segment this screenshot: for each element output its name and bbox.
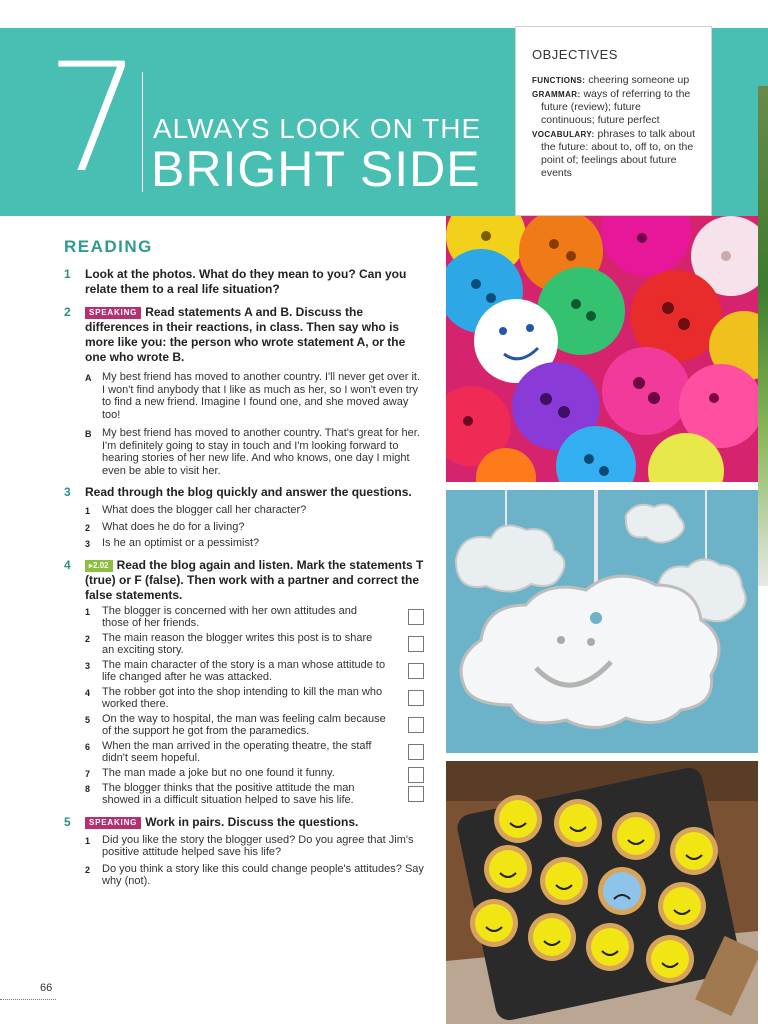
list-item [85, 863, 426, 888]
unit-number: 7 [46, 32, 142, 206]
tf-statement [85, 782, 426, 807]
answer-checkbox[interactable] [408, 786, 424, 802]
page-number: 66 [40, 982, 53, 994]
statement-text: The man made a joke but no one found it funny. [102, 766, 335, 779]
item-number: 2 [85, 633, 91, 644]
question-text: Did you like the story the blogger used? Do you agree that Jim's positive attitude helped save his life? [102, 833, 414, 858]
photo-smiling-cloud [446, 490, 758, 753]
audio-track-badge[interactable]: ▸2.02 [85, 560, 113, 572]
objective-item [532, 74, 697, 87]
answer-checkbox[interactable] [408, 690, 424, 706]
item-number: 2 [85, 522, 91, 533]
photo-smiley-cookies [446, 761, 758, 1024]
statement-label: B [85, 429, 92, 439]
item-number: 6 [85, 741, 91, 752]
tf-statement [85, 767, 426, 780]
buttons-illustration [446, 216, 758, 482]
item-number: 5 [85, 714, 91, 725]
tf-statement [85, 686, 426, 711]
objective-text: phrases to talk about the future: about to, off to, on the point of; feelings about future events [541, 128, 696, 179]
exercise-3 [64, 485, 426, 550]
cloud-hole [590, 612, 602, 624]
objective-item [532, 88, 697, 127]
audio-track-number: 2.02 [93, 560, 109, 570]
unit-title-line2: BRIGHT SIDE [151, 141, 481, 197]
statement-b [85, 427, 426, 477]
list-item [85, 834, 426, 859]
edge-photo-grass [758, 86, 768, 586]
cookies-illustration [446, 761, 758, 1024]
item-number: 8 [85, 783, 91, 794]
footer-rule [0, 999, 56, 1000]
exercise-5 [64, 815, 426, 888]
item-number: 2 [85, 864, 91, 875]
list-item [85, 504, 426, 517]
unit-title-line1: ALWAYS LOOK ON THE [153, 113, 482, 144]
list-item [85, 537, 426, 550]
objective-label: GRAMMAR: [532, 90, 581, 99]
question-text: What does he do for a living? [102, 520, 245, 533]
statement-a [85, 371, 426, 421]
cloud-illustration [446, 490, 758, 753]
objective-text: ways of referring to the future (review); future continuous; future perfect [541, 88, 691, 126]
question-text: What does the blogger call her character? [102, 504, 307, 516]
answer-checkbox[interactable] [408, 609, 424, 625]
objectives-heading: OBJECTIVES [532, 47, 618, 62]
question-text: Is he an optimist or a pessimist? [102, 537, 260, 549]
statement-label: A [85, 373, 92, 383]
speaking-badge: SPEAKING [85, 307, 141, 319]
exercise-1 [64, 267, 426, 297]
answer-checkbox[interactable] [408, 744, 424, 760]
item-number: 3 [85, 660, 91, 671]
exercise-number: 1 [64, 267, 71, 281]
exercise-instruction: Read the blog again and listen. Mark the statements T (true) or F (false). Then work with a partner and correct the false statements. [85, 557, 424, 602]
item-number: 1 [85, 835, 91, 846]
exercise-number: 4 [64, 557, 71, 572]
statement-text: My best friend has moved to another country. I'll never get over it. I won't find anybody that I like as much as her, so I won't even try to find a new friend. Imagine I found one, and she moved away too! [102, 371, 420, 421]
list-item [85, 521, 426, 534]
speaking-badge: SPEAKING [85, 817, 141, 829]
photo-colorful-buttons [446, 216, 758, 482]
answer-checkbox[interactable] [408, 767, 424, 783]
statement-text: On the way to hospital, the man was feeling calm because of the support he got from the paramedics. [102, 712, 386, 737]
tf-statement [85, 659, 426, 684]
objectives-box [515, 26, 712, 216]
statement-text: The blogger thinks that the positive attitude the man showed in a difficult situation helped to save his life. [102, 781, 355, 806]
tf-statement [85, 713, 426, 738]
exercise-instruction: Work in pairs. Discuss the questions. [145, 814, 359, 829]
tf-statement [85, 740, 426, 765]
exercise-instruction: Read statements A and B. Discuss the differences in their reactions, in class. Then say who is more like you: the person who wrote statement A, or the one who wrote B. [85, 305, 406, 364]
tf-statement [85, 632, 426, 657]
answer-checkbox[interactable] [408, 636, 424, 652]
exercise-4 [64, 558, 426, 807]
answer-checkbox[interactable] [408, 663, 424, 679]
objective-text: cheering someone up [588, 74, 690, 86]
item-number: 1 [85, 506, 91, 516]
section-title: READING [64, 237, 153, 256]
exercise-instruction: Read through the blog quickly and answer the questions. [85, 485, 412, 499]
statement-text: My best friend has moved to another country. That's great for her. I'm definitely going to stay in touch and I'm looking forward to hearing stories of her new life. And who knows, one day I might even be able to visit her. [102, 427, 420, 477]
item-number: 7 [85, 768, 91, 779]
exercise-2 [64, 305, 426, 477]
button-circles [446, 216, 758, 482]
item-number: 3 [85, 539, 91, 549]
statement-text: The robber got into the shop intending to kill the man who worked there. [102, 685, 383, 710]
question-text: Do you think a story like this could change people's attitudes? Say why (not). [102, 862, 424, 887]
statement-text: The blogger is concerned with her own attitudes and those of her friends. [102, 604, 357, 629]
exercise-number: 2 [64, 305, 71, 319]
title-divider [142, 72, 143, 192]
answer-checkbox[interactable] [408, 717, 424, 733]
objective-label: FUNCTIONS: [532, 76, 586, 85]
tf-statement [85, 605, 426, 630]
exercise-number: 5 [64, 814, 71, 829]
exercise-instruction: Look at the photos. What do they mean to you? Can you relate them to a real life situation? [85, 267, 407, 296]
statement-text: When the man arrived in the operating theatre, the staff didn't seem hopeful. [102, 739, 372, 764]
objective-item [532, 128, 697, 180]
statement-text: The main character of the story is a man whose attitude to life changed after he was attacked. [102, 658, 386, 683]
item-number: 4 [85, 687, 91, 698]
objective-label: VOCABULARY: [532, 130, 595, 139]
statement-text: The main reason the blogger writes this post is to share an exciting story. [102, 631, 373, 656]
reading-section [64, 237, 426, 896]
exercise-number: 3 [64, 485, 71, 499]
item-number: 1 [85, 606, 91, 617]
